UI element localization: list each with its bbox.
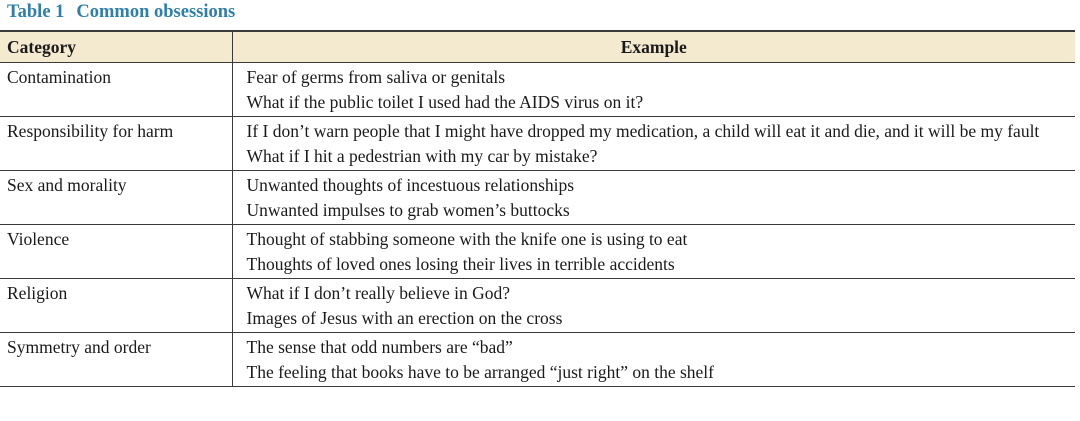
example-line: Unwanted impulses to grab women’s buttocks xyxy=(246,199,570,220)
table-row xyxy=(0,63,1075,117)
obsessions-table xyxy=(0,30,1075,387)
example-line: Thought of stabbing someone with the knife one is using to eat xyxy=(246,229,688,249)
category-cell: Contamination xyxy=(0,63,232,117)
table-row xyxy=(0,171,1075,225)
example-cell xyxy=(232,225,1075,279)
example-line: What if the public toilet I used had the AIDS virus on it? xyxy=(246,91,644,112)
example-line: The feeling that books have to be arranged “just right” on the shelf xyxy=(246,361,714,382)
example-line: Thoughts of loved ones losing their lives in terrible accidents xyxy=(246,253,675,274)
example-line: Images of Jesus with an erection on the cross xyxy=(246,307,563,328)
table-caption xyxy=(7,2,235,23)
example-cell xyxy=(232,333,1075,387)
table-number: Table 1 xyxy=(7,2,65,22)
example-line: If I don’t warn people that I might have dropped my medication, a child will eat it and die, and it will be my fault xyxy=(246,121,1040,141)
example-line: What if I don’t really believe in God? xyxy=(246,283,511,303)
table-row xyxy=(0,117,1075,171)
table-title: Common obsessions xyxy=(76,2,236,22)
table-row xyxy=(0,225,1075,279)
example-line: Unwanted thoughts of incestuous relationships xyxy=(246,175,575,195)
header-row xyxy=(0,31,1075,63)
category-cell: Religion xyxy=(0,279,232,333)
category-cell: Violence xyxy=(0,225,232,279)
category-cell: Responsibility for harm xyxy=(0,117,232,171)
example-line: The sense that odd numbers are “bad” xyxy=(246,337,513,357)
example-cell xyxy=(232,117,1075,171)
table-row xyxy=(0,279,1075,333)
example-line: Fear of germs from saliva or genitals xyxy=(246,67,506,87)
header-example: Example xyxy=(232,31,1075,63)
example-line: What if I hit a pedestrian with my car by mistake? xyxy=(246,145,598,166)
header-category: Category xyxy=(0,31,232,63)
category-cell: Symmetry and order xyxy=(0,333,232,387)
example-cell xyxy=(232,279,1075,333)
example-cell xyxy=(232,171,1075,225)
category-cell: Sex and morality xyxy=(0,171,232,225)
example-cell xyxy=(232,63,1075,117)
table-row xyxy=(0,333,1075,387)
